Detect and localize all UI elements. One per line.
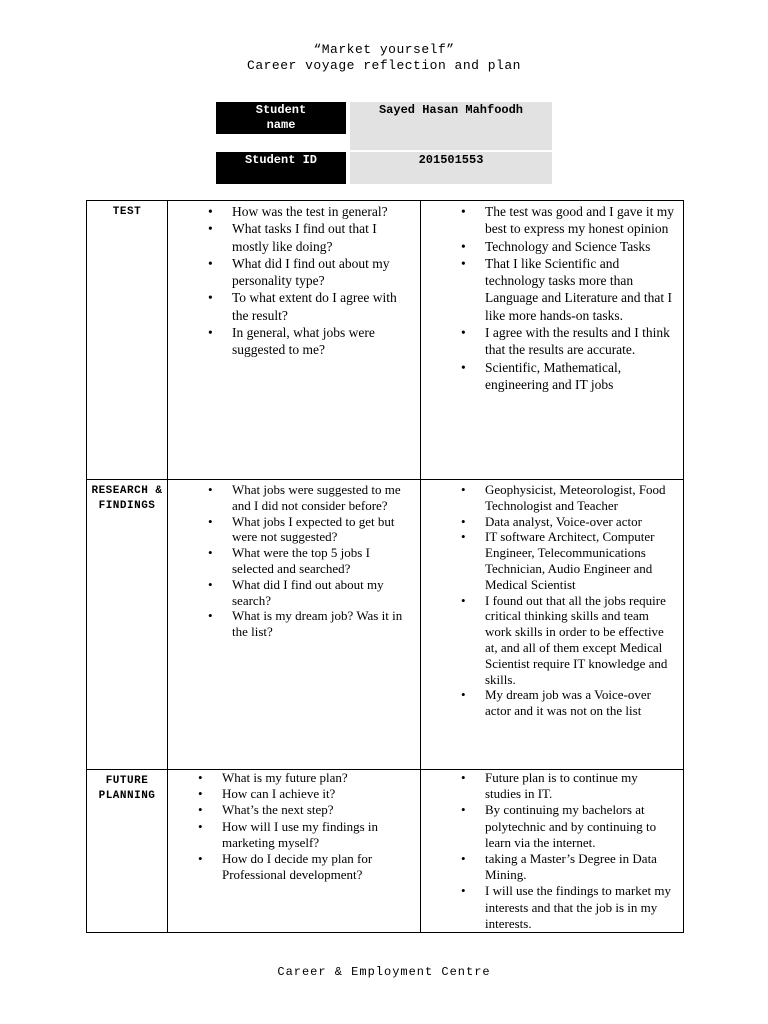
question-item: • What were the top 5 jobs I selected and searched?	[168, 545, 414, 577]
question-item: • What is my dream job? Was it in the list?	[168, 608, 414, 640]
student-id-row	[216, 152, 552, 184]
question-item: • How will I use my findings in marketing myself?	[168, 819, 414, 851]
title-line-2: Career voyage reflection and plan	[247, 58, 521, 73]
student-name-row	[216, 102, 552, 134]
question-item: • What tasks I find out that I mostly like doing?	[168, 220, 414, 255]
table-row-research	[87, 480, 684, 770]
answer-item: • I will use the findings to market my interests and that the job is in my interests.	[421, 883, 677, 932]
questions-list	[168, 201, 420, 359]
row-heading-future: FUTURE PLANNING	[87, 770, 168, 933]
question-item: • How was the test in general?	[168, 203, 414, 220]
question-item: • In general, what jobs were suggested to me?	[168, 324, 414, 359]
reflection-table	[86, 200, 684, 933]
questions-cell-research	[168, 480, 421, 770]
table-row-test	[87, 201, 684, 480]
questions-cell-future	[168, 770, 421, 933]
answer-item: • taking a Master’s Degree in Data Mining.	[421, 851, 677, 883]
answer-item: • Technology and Science Tasks	[421, 238, 677, 255]
question-item: • How do I decide my plan for Professional development?	[168, 851, 414, 883]
student-name-value: Sayed Hasan Mahfoodh	[350, 102, 552, 150]
row-heading-test: TEST	[87, 201, 168, 480]
table-row-future	[87, 770, 684, 933]
answer-item: • Scientific, Mathematical, engineering and IT jobs	[421, 359, 677, 394]
answer-item: • Data analyst, Voice-over actor	[421, 514, 677, 530]
answer-item: • I agree with the results and I think that the results are accurate.	[421, 324, 677, 359]
question-item: • What is my future plan?	[168, 770, 414, 786]
answers-cell-future	[421, 770, 684, 933]
answer-item: • IT software Architect, Computer Engineer, Telecommunications Technician, Audio Engineer and Medical Scientist	[421, 529, 677, 592]
student-name-label: Student name	[216, 102, 346, 134]
answers-list	[421, 770, 683, 932]
student-id-value: 201501553	[350, 152, 552, 184]
answer-item: • The test was good and I gave it my best to express my honest opinion	[421, 203, 677, 238]
answer-item: • By continuing my bachelors at polytechnic and by continuing to learn via the internet.	[421, 802, 677, 851]
question-item: • What did I find out about my personality type?	[168, 255, 414, 290]
row-heading-research: RESEARCH & FINDINGS	[87, 480, 168, 770]
answer-item: • That I like Scientific and technology tasks more than Language and Literature and that I like more hands-on tasks.	[421, 255, 677, 324]
answer-item: • Future plan is to continue my studies in IT.	[421, 770, 677, 802]
questions-list	[168, 480, 420, 640]
question-item: • What jobs I expected to get but were not suggested?	[168, 514, 414, 546]
answers-cell-research	[421, 480, 684, 770]
answer-item: • I found out that all the jobs require critical thinking skills and team work skills in order to be effective at, and all of them except Medical Scientist require IT knowledge and skills.	[421, 593, 677, 688]
answers-list	[421, 480, 683, 719]
question-item: • How can I achieve it?	[168, 786, 414, 802]
question-item: • What’s the next step?	[168, 802, 414, 818]
answer-item: • My dream job was a Voice-over actor and it was not on the list	[421, 687, 677, 719]
questions-cell-test	[168, 201, 421, 480]
question-item: • To what extent do I agree with the result?	[168, 289, 414, 324]
answers-list	[421, 201, 683, 393]
document-title	[0, 42, 768, 74]
questions-list	[168, 770, 420, 883]
answer-item: • Geophysicist, Meteorologist, Food Technologist and Teacher	[421, 482, 677, 514]
answers-cell-test	[421, 201, 684, 480]
question-item: • What did I find out about my search?	[168, 577, 414, 609]
student-id-label: Student ID	[216, 152, 346, 184]
footer-text: Career & Employment Centre	[277, 965, 491, 979]
question-item: • What jobs were suggested to me and I did not consider before?	[168, 482, 414, 514]
title-line-1: “Market yourself”	[313, 42, 455, 57]
